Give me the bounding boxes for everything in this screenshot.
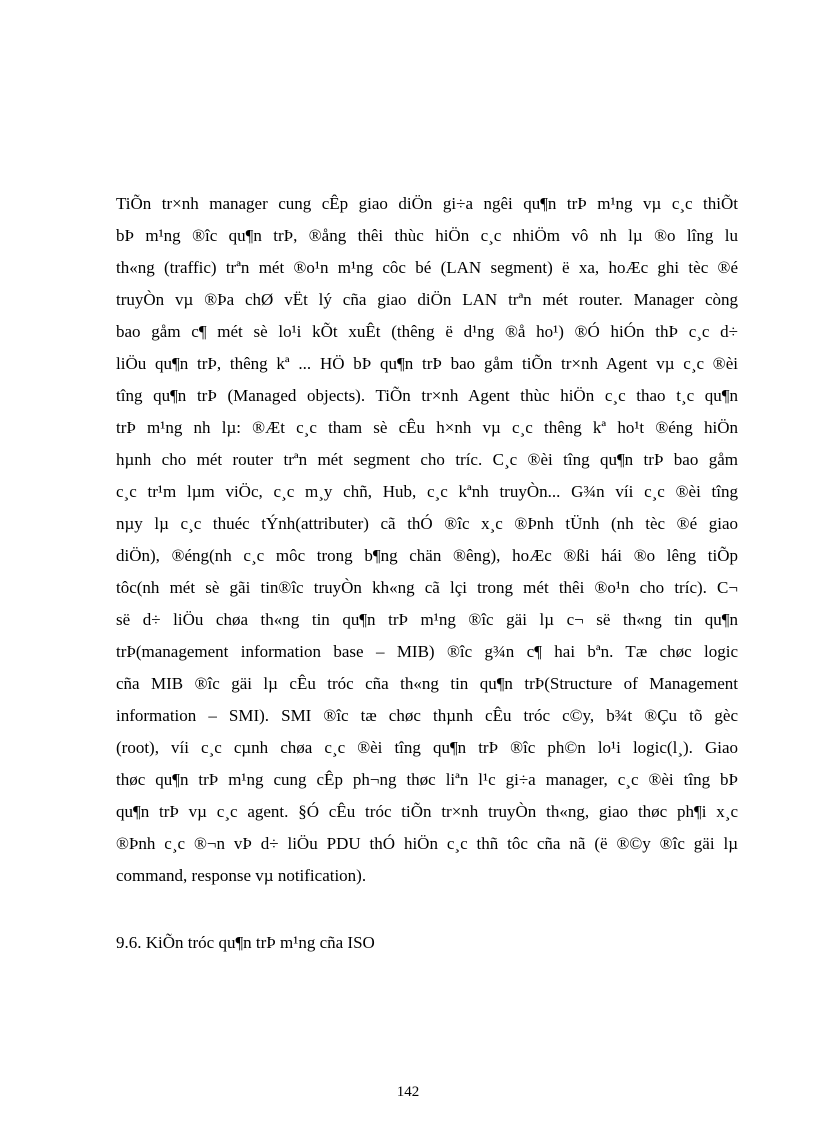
text-line: truyÒn vµ ®Þa chØ vËt lý cña giao diÖn LAN trªn mét router. Manager còng [116,290,738,309]
text-line: bao gåm c¶ mét sè lo¹i kÕt xuÊt (thêng ë d¹ng ®å ho¹) ®Ó hiÓn thÞ c¸c d÷ [116,322,738,341]
text-line: (root), víi c¸c cµnh chøa c¸c ®èi tîng qu¶n trÞ ®îc ph©n lo¹i logic(l¸). Giao [116,738,738,757]
text-line: th«ng (traffic) trªn mét ®o¹n m¹ng côc bé (LAN segment) ë xa, hoÆc ghi tèc ®é [116,258,738,277]
text-line: diÖn), ®éng(nh c¸c môc trong b¶ng chän ®êng), hoÆc ®ßi hái ®o lêng tiÕp [116,546,738,565]
text-line: trÞ(management information base – MIB) ®îc g¾n c¶ hai bªn. Tæ chøc logic [116,642,738,661]
body-paragraph [116,188,738,892]
text-line: tôc(nh mét sè gãi tin®îc truyÒn kh«ng cã lçi trong mét thêi ®o¹n cho tríc). C¬ [116,578,738,597]
text-line: thøc qu¶n trÞ m¹ng cung cÊp ph¬ng thøc liªn l¹c gi÷a manager, c¸c ®èi tîng bÞ [116,770,738,789]
text-line: qu¶n trÞ vµ c¸c agent. §Ó cÊu tróc tiÕn tr×nh truyÒn th«ng, giao thøc ph¶i x¸c [116,802,738,821]
text-line: command, response vµ notification). [116,866,367,885]
page-number: 142 [396,1084,420,1100]
text-line: trÞ m¹ng nh lµ: ®Æt c¸c tham sè cÊu h×nh vµ c¸c thêng kª ho¹t ®éng hiÖn [116,418,738,437]
section-heading: 9.6. KiÕn tróc qu¶n trÞ m¹ng cña ISO [116,933,375,952]
text-line: tîng qu¶n trÞ (Managed objects). TiÕn tr×nh Agent thùc hiÖn c¸c thao t¸c qu¶n [116,386,738,405]
text-line: hµnh cho mét router trªn mét segment cho tríc. C¸c ®èi tîng qu¶n trÞ bao gåm [116,450,738,469]
text-line: ®Þnh c¸c ®¬n vÞ d÷ liÖu PDU thÓ hiÖn c¸c thñ tôc cña nã (ë ®©y ®îc gäi lµ [116,834,738,853]
text-line: TiÕn tr×nh manager cung cÊp giao diÖn gi÷a ngêi qu¶n trÞ m¹ng vµ c¸c thiÕt [116,194,738,213]
text-line: bÞ m¹ng ®îc qu¶n trÞ, ®ång thêi thùc hiÖn c¸c nhiÖm vô nh lµ ®o lîng lu [116,226,738,245]
text-line: c¸c tr¹m lµm viÖc, c¸c m¸y chñ, Hub, c¸c kªnh truyÒn... G¾n víi c¸c ®èi tîng [116,482,738,501]
text-line: së d÷ liÖu chøa th«ng tin qu¶n trÞ m¹ng ®îc gäi lµ c¬ së th«ng tin qu¶n [116,610,738,629]
text-line: nµy lµ c¸c thuéc tÝnh(attributer) cã thÓ ®îc x¸c ®Þnh tÜnh (nh tèc ®é giao [116,514,738,533]
text-line: information – SMI). SMI ®îc tæ chøc thµnh cÊu tróc c©y, b¾t ®Çu tõ gèc [116,706,738,725]
text-line: liÖu qu¶n trÞ, thêng kª ... HÖ bÞ qu¶n trÞ bao gåm tiÕn tr×nh Agent vµ c¸c ®èi [116,354,738,373]
text-line: cña MIB ®îc gäi lµ cÊu tróc cña th«ng tin qu¶n trÞ(Structure of Management [116,674,738,693]
